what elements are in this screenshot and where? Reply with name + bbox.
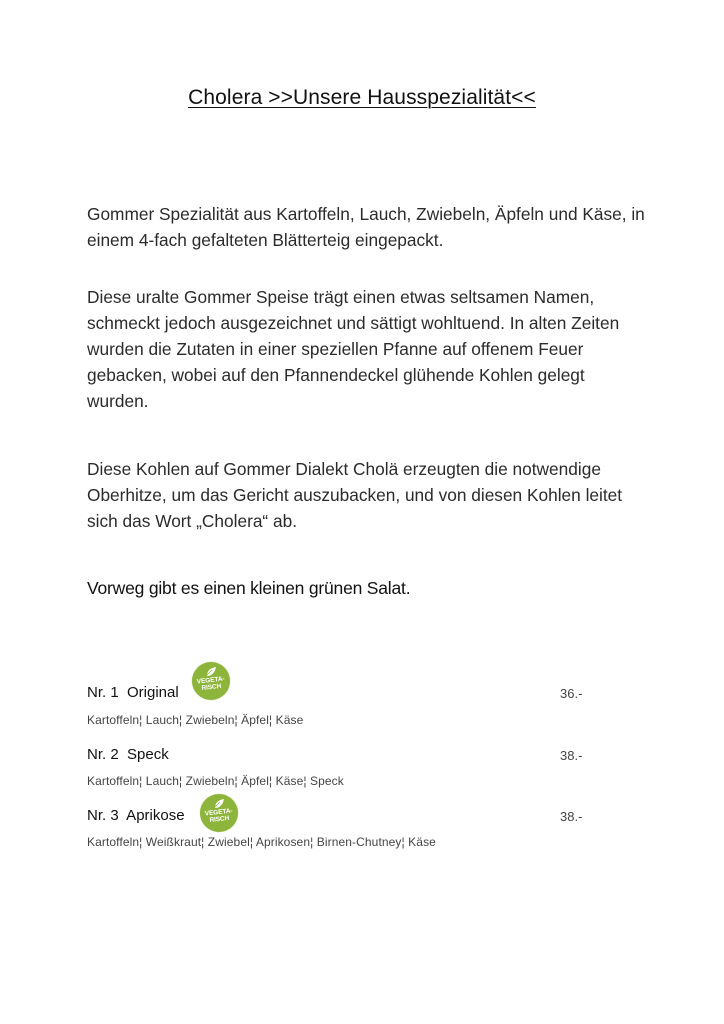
menu-item-name: Nr. 1 Original <box>87 684 179 701</box>
vegetarian-badge <box>192 662 230 700</box>
menu-item-2 <box>87 737 597 763</box>
menu-item-price: 36.- <box>560 686 583 701</box>
badge-text: VEGETA- RISCH <box>196 675 225 692</box>
menu-item-1 <box>87 675 597 701</box>
leaf-icon <box>205 666 217 677</box>
menu-item-price: 38.- <box>560 809 583 824</box>
menu-item-ingredients: Kartoffeln¦ Lauch¦ Zwiebeln¦ Äpfel¦ Käse <box>87 713 304 727</box>
badge-text: VEGETA- RISCH <box>204 807 233 824</box>
menu-item-name: Nr. 3 Aprikose <box>87 807 185 824</box>
vegetarian-badge <box>200 794 238 832</box>
page-title-text: Cholera >>Unsere Hausspezialität<< <box>188 86 536 109</box>
menu-item-price: 38.- <box>560 748 583 763</box>
menu-item-ingredients: Kartoffeln¦ Lauch¦ Zwiebeln¦ Äpfel¦ Käse¦ Speck <box>87 774 344 788</box>
history-paragraph: Diese uralte Gommer Speise trägt einen etwas seltsamen Namen, schmeckt jedoch ausgezeichnet und sättigt wohltuend. In alten Zeiten wurden die Zutaten in einer speziellen Pfanne auf offenem Feuer gebacken, wobei auf den Pfannendeckel glühende Kohlen gelegt wurden. <box>87 287 620 411</box>
name-origin-paragraph: Diese Kohlen auf Gommer Dialekt Cholä erzeugten die notwendige Oberhitze, um das Gericht auszubacken, und von diesen Kohlen leitet sich das Wort „Cholera“ ab. <box>87 459 623 531</box>
menu-item-ingredients: Kartoffeln¦ Weißkraut¦ Zwiebel¦ Aprikosen¦ Birnen-Chutney¦ Käse <box>87 835 436 849</box>
page-title <box>0 86 724 110</box>
menu-item-3 <box>87 798 597 824</box>
salad-note: Vorweg gibt es einen kleinen grünen Salat. <box>87 578 411 598</box>
menu-item-name: Nr. 2 Speck <box>87 746 169 763</box>
leaf-icon <box>213 798 225 809</box>
description-paragraph: Gommer Spezialität aus Kartoffeln, Lauch, Zwiebeln, Äpfeln und Käse, in einem 4-fach gefalteten Blätterteig eingepackt. <box>87 204 645 250</box>
